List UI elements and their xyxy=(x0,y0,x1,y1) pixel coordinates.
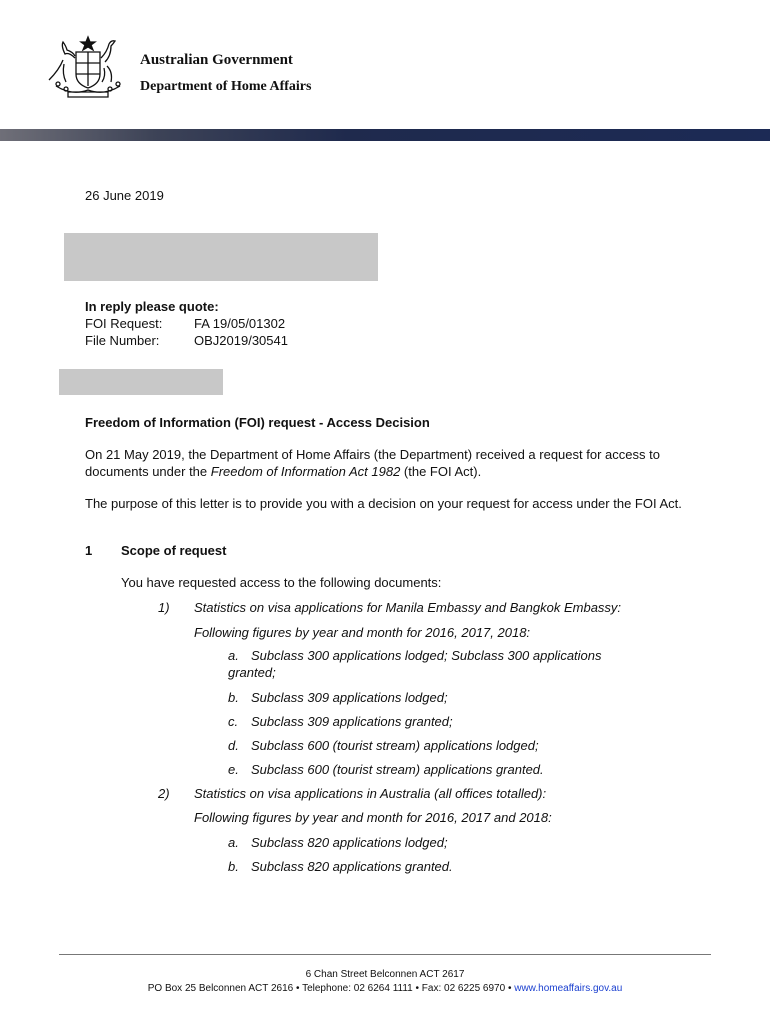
foi-request-row xyxy=(85,315,288,332)
government-name: Australian Government xyxy=(140,52,293,68)
reply-reference-block xyxy=(85,298,288,349)
reply-heading: In reply please quote: xyxy=(85,299,219,314)
section-intro: You have requested access to the following documents: xyxy=(121,575,442,590)
item-subtitle: Following figures by year and month for 2016, 2017, 2018: xyxy=(194,625,531,640)
sub-item-letter: d. xyxy=(228,738,239,753)
redacted-address-block xyxy=(64,233,378,281)
header-banner xyxy=(0,129,770,141)
foi-request-value: FA 19/05/01302 xyxy=(194,316,286,331)
sub-list-item xyxy=(228,761,648,778)
file-number-value: OBJ2019/30541 xyxy=(194,333,288,348)
sub-item-letter: a. xyxy=(228,835,239,850)
sub-list-item xyxy=(228,834,648,851)
department-name: Department of Home Affairs xyxy=(140,79,312,94)
sub-item-text: Subclass 820 applications lodged; xyxy=(251,835,448,850)
sub-item-text: Subclass 600 (tourist stream) applications granted. xyxy=(251,762,544,777)
file-number-row xyxy=(85,332,288,349)
sub-item-text: Subclass 309 applications granted; xyxy=(251,714,453,729)
paragraph-request-received xyxy=(85,446,705,480)
website-link[interactable]: www.homeaffairs.gov.au xyxy=(514,983,623,994)
foi-act-title: Freedom of Information Act 1982 xyxy=(210,464,401,479)
item-title: Statistics on visa applications in Australia (all offices totalled): xyxy=(194,786,547,801)
letter-date: 26 June 2019 xyxy=(85,188,164,203)
letter-subject: Freedom of Information (FOI) request - Access Decision xyxy=(85,415,430,430)
sub-item-letter: b. xyxy=(228,859,239,874)
sub-list-item xyxy=(228,713,648,730)
sub-item-text: Subclass 600 (tourist stream) applications lodged; xyxy=(251,738,539,753)
sub-list-item xyxy=(228,689,648,706)
sub-item-letter: a. xyxy=(228,648,239,663)
item-title: Statistics on visa applications for Manila Embassy and Bangkok Embassy: xyxy=(194,600,622,615)
list-item xyxy=(158,786,546,801)
sub-item-text: Subclass 820 applications granted. xyxy=(251,859,453,874)
item-number: 2) xyxy=(158,786,170,801)
footer-street-address: 6 Chan Street Belconnen ACT 2617 xyxy=(305,969,465,980)
sub-list-item xyxy=(228,737,648,754)
file-number-label: File Number: xyxy=(85,333,160,348)
sub-list-item xyxy=(228,858,648,875)
footer-divider xyxy=(59,954,711,955)
sub-list-item xyxy=(228,647,648,681)
sub-item-letter: e. xyxy=(228,762,239,777)
list-item xyxy=(158,600,621,615)
sub-item-letter: b. xyxy=(228,690,239,705)
para1-end: (the FOI Act). xyxy=(400,464,482,479)
sub-item-text: Subclass 309 applications lodged; xyxy=(251,690,448,705)
sub-item-text: Subclass 300 applications lodged; Subclass 300 applications granted; xyxy=(228,648,602,680)
sub-item-letter: c. xyxy=(228,714,239,729)
coat-of-arms-logo xyxy=(42,34,134,98)
footer-contact-details: PO Box 25 Belconnen ACT 2616 • Telephone: 02 6264 1111 • Fax: 02 6225 6970 • xyxy=(147,983,515,994)
foi-request-label: FOI Request: xyxy=(85,316,163,331)
section-title: Scope of request xyxy=(121,543,227,558)
section-heading xyxy=(85,543,226,558)
redacted-salutation xyxy=(59,369,223,395)
para1-start: On 21 May 2019, the Department of Home Affairs (the Department) received a request for access to documents under the xyxy=(85,447,660,479)
footer-contact-line xyxy=(0,983,770,994)
item-number: 1) xyxy=(158,600,170,615)
paragraph-purpose: The purpose of this letter is to provide you with a decision on your request for access under the FOI Act. xyxy=(85,496,682,511)
section-number: 1 xyxy=(85,543,93,558)
item-subtitle: Following figures by year and month for 2016, 2017 and 2018: xyxy=(194,810,552,825)
